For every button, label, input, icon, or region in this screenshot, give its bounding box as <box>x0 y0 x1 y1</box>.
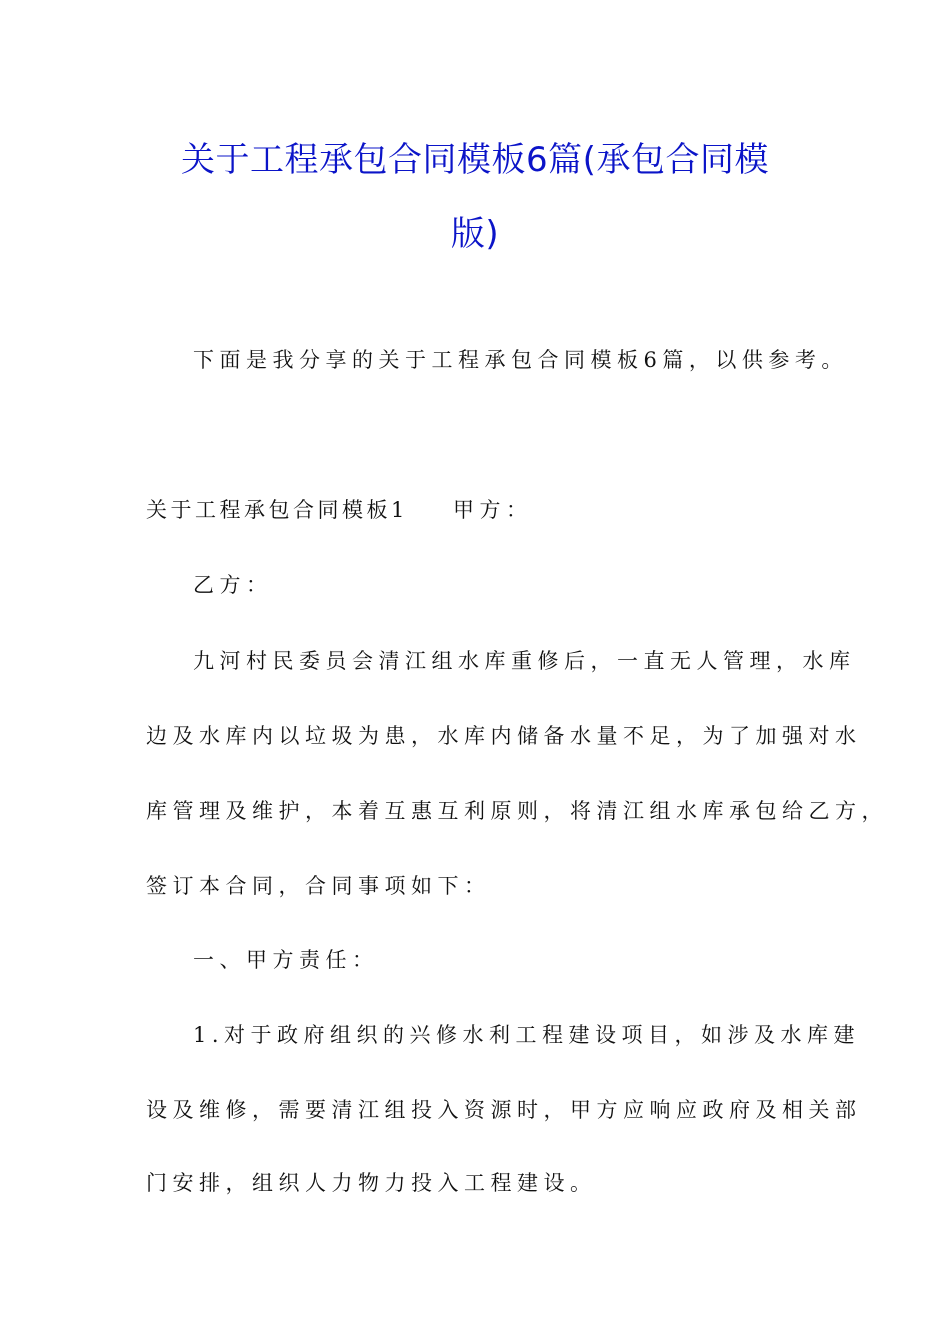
document-title-continued: 版) <box>450 214 500 254</box>
paragraph-line: 签订本合同，合同事项如下： <box>146 874 491 898</box>
party-b-label: 乙方： <box>193 573 273 597</box>
section-heading: 关于工程承包合同模板1 <box>146 498 408 522</box>
list-item-line: 1.对于政府组织的兴修水利工程建设项目，如涉及水库建 <box>193 1023 861 1047</box>
clause-heading: 一、甲方责任： <box>193 948 379 972</box>
list-item-line: 门安排，组织人力物力投入工程建设。 <box>146 1171 597 1195</box>
list-item-line: 设及维修，需要清江组投入资源时，甲方应响应政府及相关部 <box>146 1098 862 1122</box>
paragraph-line: 库管理及维护，本着互惠互利原则，将清江组水库承包给乙方， <box>146 799 888 823</box>
paragraph-line: 边及水库内以垃圾为患，水库内储备水量不足，为了加强对水 <box>146 724 862 748</box>
intro-paragraph: 下面是我分享的关于工程承包合同模板6篇，以供参考。 <box>193 348 848 372</box>
paragraph-line: 九河村民委员会清江组水库重修后，一直无人管理，水库 <box>193 649 856 673</box>
document-title: 关于工程承包合同模板6篇(承包合同模 <box>181 140 769 180</box>
party-a-label: 甲方： <box>453 498 533 522</box>
